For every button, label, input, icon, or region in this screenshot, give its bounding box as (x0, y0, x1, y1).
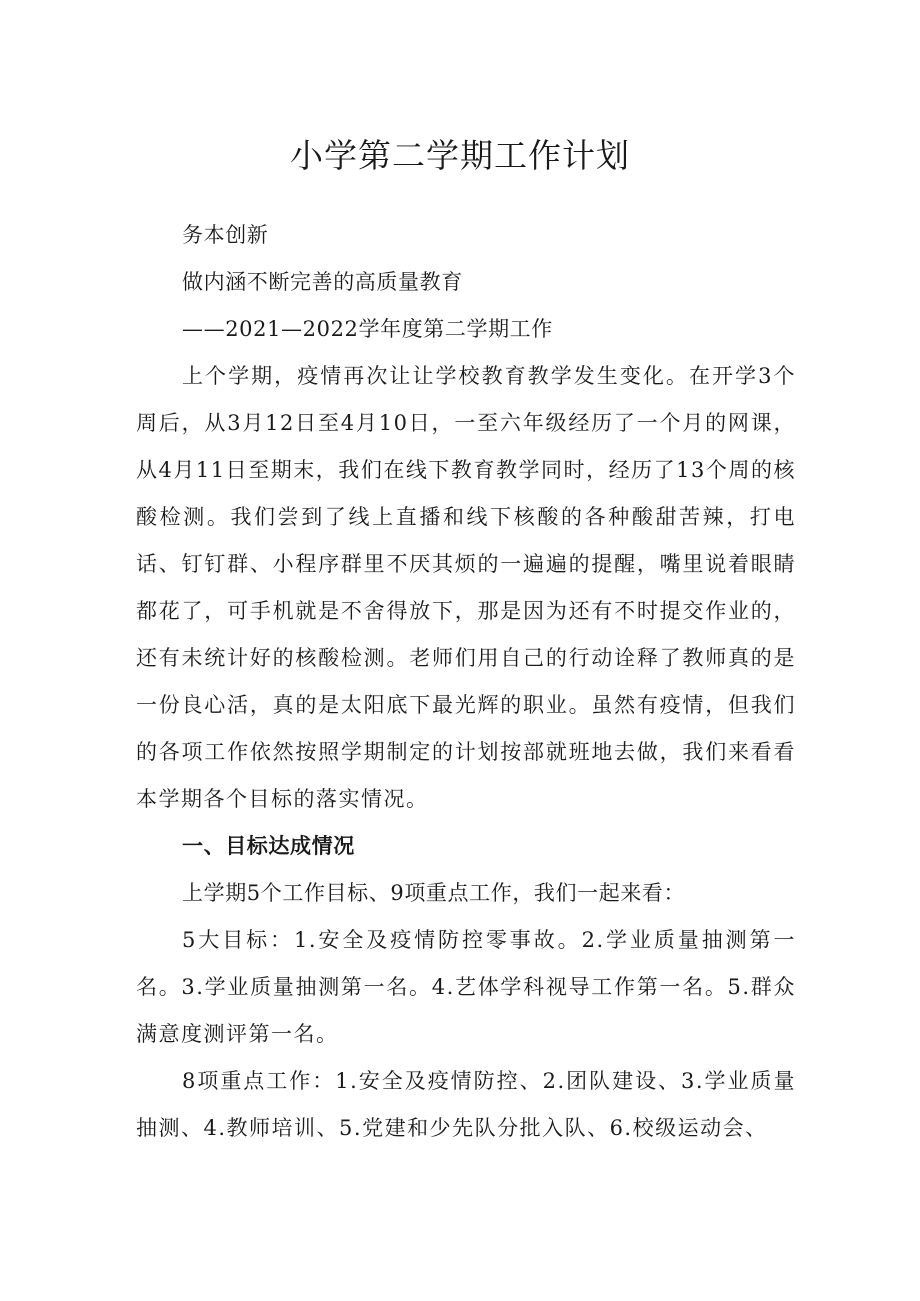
section-intro: 上学期5个工作目标、9项重点工作，我们一起来看： (182, 881, 686, 905)
intro-paragraph: 上个学期，疫情再次让让学校教育教学发生变化。在开学3个周后，从3月12日至4月10日，一至六年级经历了一个月的网课，从4月11日至期末，我们在线下教育教学同时，经历了13个周的核酸检测。我们尝到了线上直播和线下核酸的各种酸甜苦辣，打电话、钉钉群、小程序群里不厌其烦的一遍遍的提醒，嘴里说着眼睛都花了，可手机就是不舍得放下，那是因为还有不时提交作业的，还有未统计好的核酸检测。老师们用自己的行动诠释了教师真的是一份良心活，真的是太阳底下最光辉的职业。虽然有疫情，但我们的各项工作依然按照学期制定的计划按部就班地去做，我们来看看本学期各个目标的落实情况。 (136, 364, 796, 811)
subtitle-theme: 做内涵不断完善的高质量教育 (182, 270, 463, 294)
subtitle-term: ——2021—2022学年度第二学期工作 (182, 317, 553, 341)
goals-paragraph: 5大目标：1.安全及疫情防控零事故。2.学业质量抽测第一名。3.学业质量抽测第一名。4.艺体学科视导工作第一名。5.群众满意度测评第一名。 (136, 928, 796, 1046)
document-title: 小学第二学期工作计划 (290, 136, 630, 175)
subtitle-motto: 务本创新 (182, 223, 269, 247)
section-heading-goals: 一、目标达成情况 (182, 834, 355, 858)
document-body (136, 212, 796, 1152)
key-work-paragraph: 8项重点工作：1.安全及疫情防控、2.团队建设、3.学业质量抽测、4.教师培训、5.党建和少先队分批入队、6.校级运动会、 (136, 1069, 796, 1140)
